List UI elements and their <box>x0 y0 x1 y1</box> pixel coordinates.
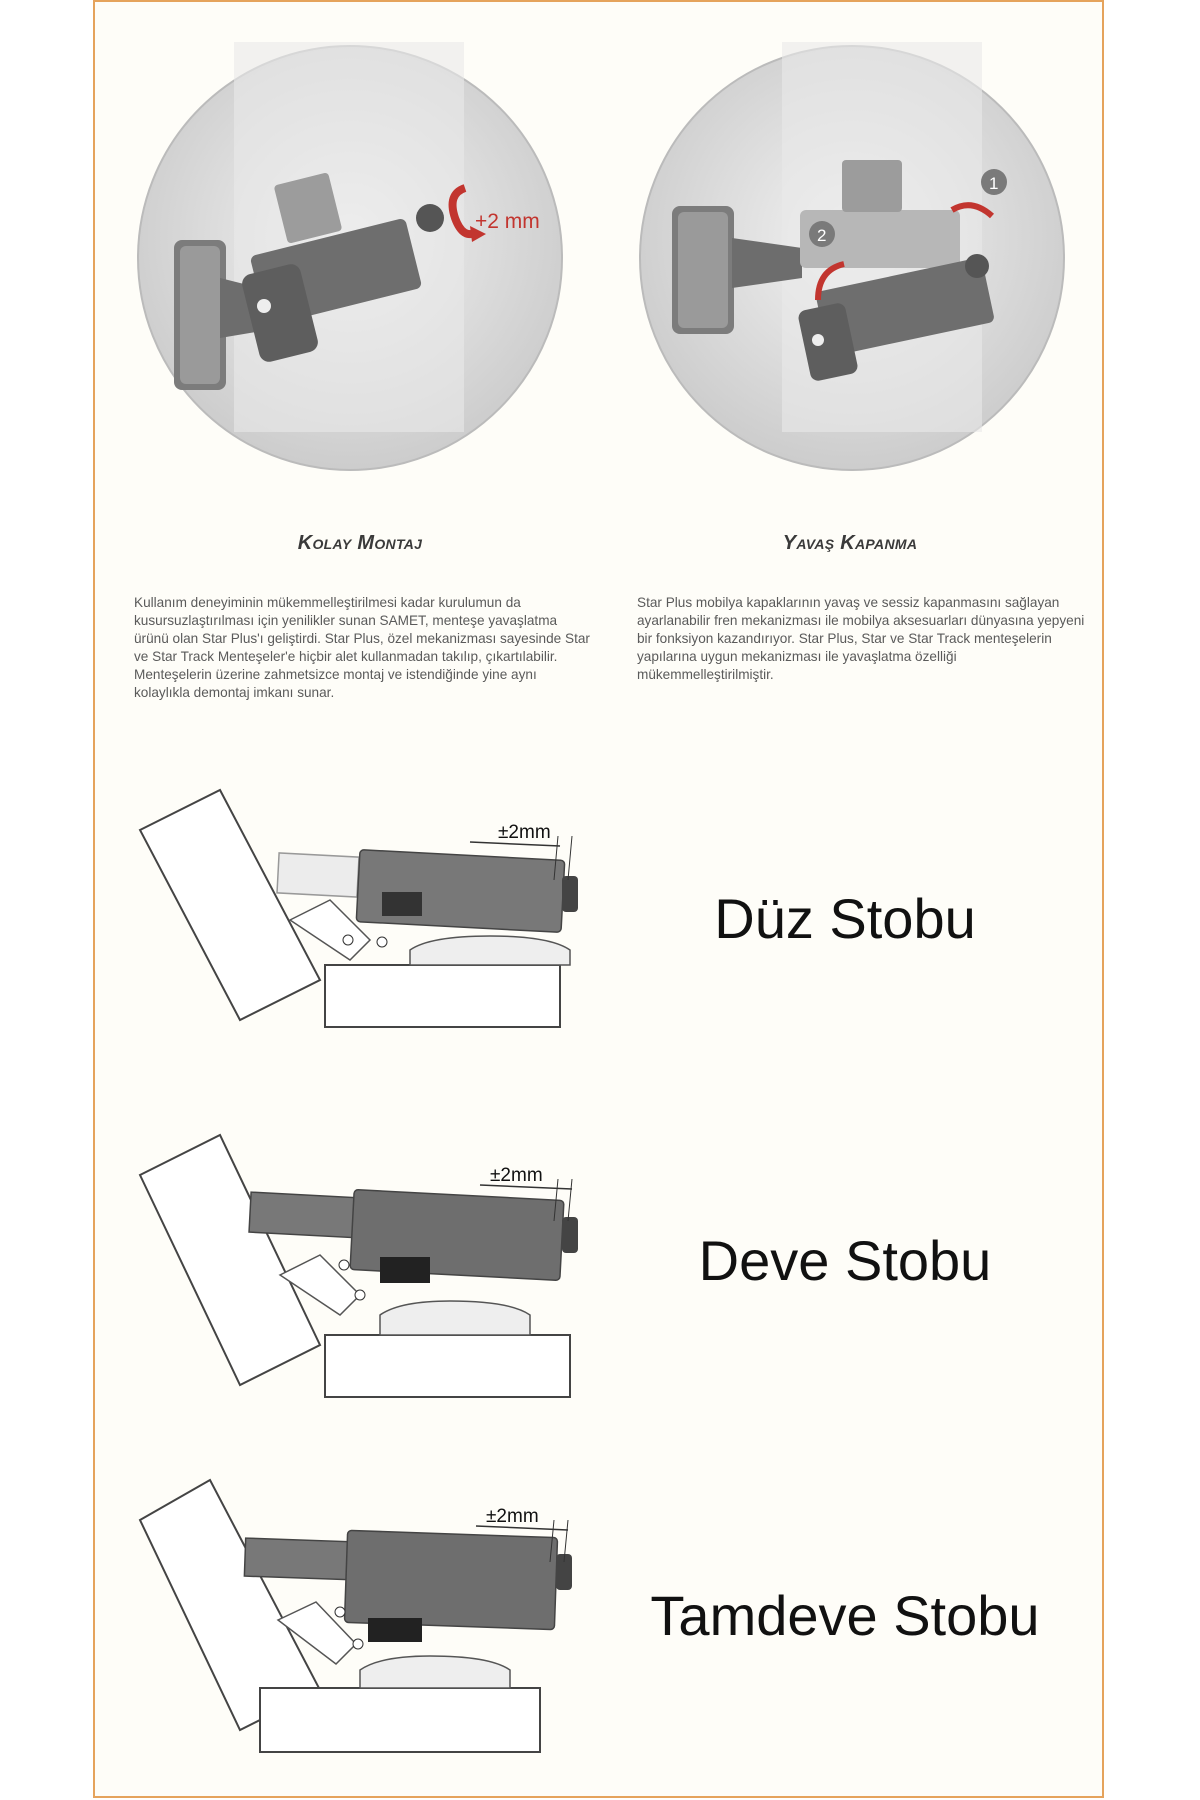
soft-close-description: Star Plus mobilya kapaklarının yavaş ve sessiz kapanmasını sağlayan ayarlanabilir fren mekanizması ile mobilya aksesuarları dünyasına yepyeni bir fonksiyon kazandırıyor. Star Plus, Star ve Star Track menteşelerin yapılarına uygun mekanizması ile yavaşlatma özelliği mükemmelleştirilmiştir. <box>637 595 1085 682</box>
adjust-label: +2 mm <box>475 210 540 233</box>
full-camel-stop-dimension: ±2mm <box>486 1506 539 1527</box>
easy-mount-illustration <box>130 38 570 478</box>
step-2-number: 2 <box>817 226 827 245</box>
easy-mount-description: Kullanım deneyiminin mükemmelleştirilmesi kadar kurulumun da kusursuzlaştırılması için yenilikler sunan SAMET, menteşe yavaşlatma ürünü olan Star Plus'ı geliştirdi. Star Plus, özel mekanizması sayesinde Star ve Star Track Menteşeler'e hiçbir alet kullanmadan takılıp, çıkartılabilir. Menteşelerin üzerine zahmetsizce montaj ve istendiğinde yine aynı kolaylıkla demontaj imkanı sunar. <box>134 595 590 700</box>
step-1-number: 1 <box>989 174 999 193</box>
full-camel-stop-label: Tamdeve Stobu <box>650 1584 1040 1647</box>
soft-close-title: Yavaş Kapanma <box>782 532 918 554</box>
camel-stop-diagram <box>130 1125 630 1405</box>
easy-mount-title: Kolay Montaj <box>297 532 423 554</box>
soft-close-illustration <box>632 38 1072 478</box>
straight-stop-dimension: ±2mm <box>498 822 551 843</box>
straight-stop-label: Düz Stobu <box>714 887 976 950</box>
straight-stop-diagram <box>130 780 630 1040</box>
full-camel-stop-diagram <box>130 1470 630 1760</box>
camel-stop-label: Deve Stobu <box>698 1229 992 1292</box>
camel-stop-dimension: ±2mm <box>490 1165 543 1186</box>
